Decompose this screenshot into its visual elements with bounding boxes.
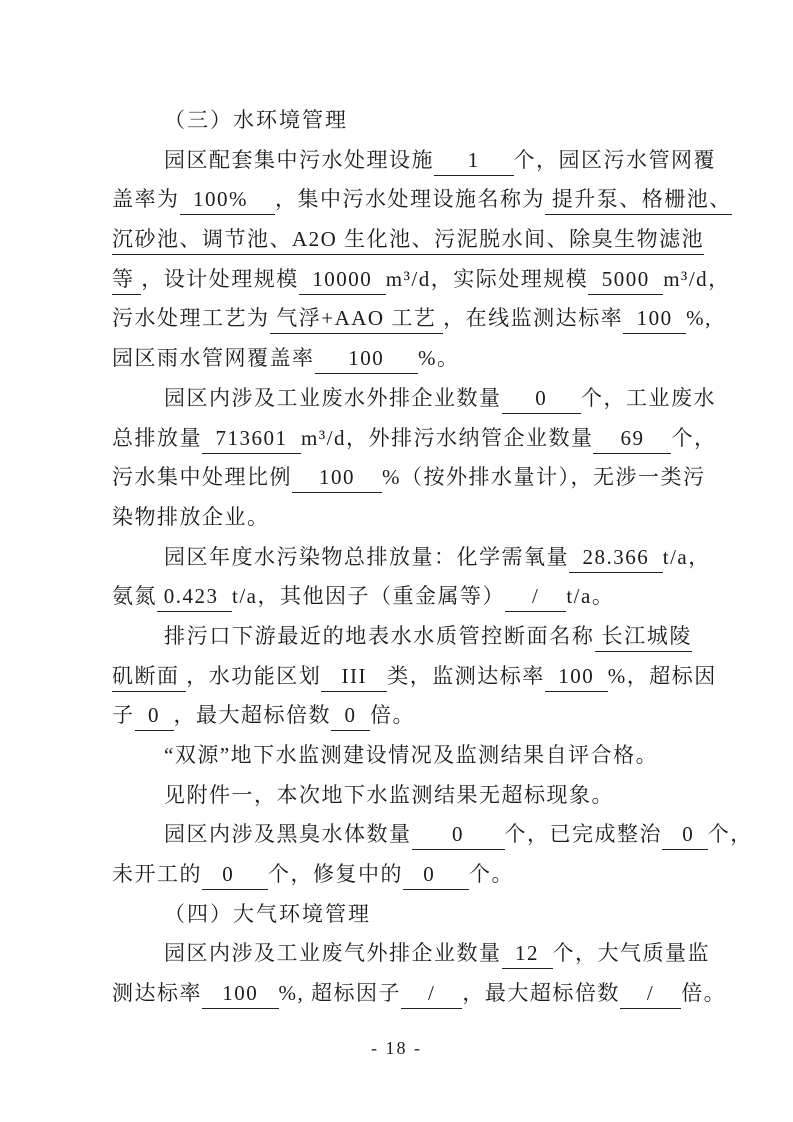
text-segment: t/a，其他因子（重金属等） (232, 584, 505, 609)
text-segment: 个，大气质量监 (552, 941, 710, 966)
text-segment: %（按外排水量计），无涉一类污 (382, 465, 706, 490)
text-segment: ，在线监测达标率 (443, 306, 624, 331)
p6-line1 (112, 776, 692, 816)
text-segment: %，超标因 (607, 663, 717, 688)
text-segment: m³/d，外排污水纳管企业数量 (301, 425, 594, 450)
text-segment: 见附件一，本次地下水监测结果无超标现象。 (164, 782, 614, 807)
text-segment: （四）大气环境管理 (164, 901, 371, 926)
p8-line2 (112, 974, 727, 1014)
p8-line1 (112, 934, 710, 974)
filled-blank: 69 (593, 426, 671, 454)
text-segment: 污水处理工艺为 (112, 306, 270, 331)
filled-blank: 长江城陵 (595, 624, 692, 652)
p7-line1 (112, 815, 753, 855)
text-segment: 子 (112, 703, 135, 728)
filled-blank: 0 (502, 386, 582, 414)
text-segment: “双源”地下水监测建设情况及监测结果自评合格。 (164, 743, 659, 767)
text-segment: 倍。 (681, 981, 727, 1006)
text-segment: 染物排放企业。 (112, 504, 270, 529)
text-segment: t/a。 (566, 584, 615, 609)
filled-blank: 矶断面 (112, 664, 186, 692)
p1-line2 (112, 180, 732, 220)
filled-blank: 0 (412, 822, 505, 850)
filled-blank: 100% (180, 187, 276, 215)
filled-blank: 气浮+AAO 工艺 (270, 306, 444, 334)
text-segment: t/a， (662, 544, 711, 569)
p2-line2 (112, 419, 717, 459)
section-heading-air-env (112, 895, 692, 935)
text-segment: ，最大超标倍数 (462, 981, 620, 1006)
text-segment: %, (686, 306, 712, 331)
p4-line2 (112, 657, 717, 697)
filled-blank: 28.366 (569, 545, 663, 573)
text-segment: 个， (671, 425, 717, 450)
filled-blank: 100 (315, 346, 419, 374)
text-segment: 污水集中处理比例 (112, 465, 292, 490)
text-segment: 个，园区污水管网覆 (513, 147, 716, 172)
text-segment: 类，监测达标率 (387, 663, 545, 688)
filled-blank: 0 (135, 703, 174, 731)
text-segment: 个， (707, 822, 753, 847)
p1-line5 (112, 299, 712, 339)
text-segment: ，最大超标倍数 (173, 703, 331, 728)
section-heading-water-env (112, 101, 692, 141)
filled-blank: 713601 (202, 426, 301, 454)
filled-blank: 100 (202, 981, 279, 1009)
text-segment: 个，修复中的 (268, 862, 403, 887)
p3-line2 (112, 577, 692, 617)
p3-line1 (112, 538, 711, 578)
filled-blank: / (620, 981, 681, 1009)
filled-blank: 0 (202, 862, 268, 890)
text-segment: 园区内涉及黑臭水体数量 (164, 822, 412, 847)
filled-blank: 提升泵、格栅池、 (545, 187, 732, 215)
text-segment: %。 (418, 346, 460, 371)
p1-line1 (112, 141, 716, 181)
p1-line6 (112, 339, 692, 379)
text-segment: ，设计处理规模 (141, 266, 299, 291)
filled-blank: / (505, 584, 566, 612)
text-segment: 测达标率 (112, 981, 202, 1006)
text-segment: 园区配套集中污水处理设施 (164, 147, 434, 172)
filled-blank: III (321, 664, 387, 692)
filled-blank: 100 (292, 465, 382, 493)
p4-line3 (112, 696, 692, 736)
text-segment: 未开工的 (112, 862, 202, 887)
p2-line4 (112, 498, 692, 538)
filled-blank: 0 (331, 703, 370, 731)
text-segment: ，集中污水处理设施名称为 (275, 187, 545, 212)
p5-line1 (112, 736, 692, 776)
text-segment: m³/d，实际处理规模 (385, 266, 589, 291)
p2-line3 (112, 458, 706, 498)
filled-blank: 5000 (588, 267, 663, 295)
text-segment: 个。 (469, 862, 514, 887)
filled-blank: / (401, 981, 462, 1009)
filled-blank: 等 (112, 267, 141, 295)
text-segment: 园区内涉及工业废水外排企业数量 (164, 385, 502, 410)
text-segment: 个，已完成整治 (504, 822, 662, 847)
text-segment: 总排放量 (112, 425, 202, 450)
text-segment: （三）水环境管理 (164, 108, 348, 132)
p2-line1 (112, 379, 716, 419)
filled-blank: 0 (662, 822, 708, 850)
filled-blank: 0 (403, 862, 469, 890)
filled-blank: 12 (502, 941, 553, 969)
p7-line2 (112, 855, 692, 895)
p4-line1 (112, 617, 692, 657)
text-segment: 盖率为 (112, 187, 180, 212)
filled-blank: 1 (434, 148, 514, 176)
p1-line4 (112, 260, 731, 300)
filled-blank: 10000 (299, 267, 386, 295)
text-segment: 氨氮 (112, 584, 157, 609)
text-segment: m³/d， (663, 266, 731, 291)
filled-blank: 100 (545, 664, 608, 692)
text-segment: 个，工业废水 (581, 385, 716, 410)
text-segment: 倍。 (370, 703, 415, 728)
text-segment: 园区内涉及工业废气外排企业数量 (164, 941, 502, 966)
filled-blank: 0.423 (157, 584, 232, 612)
filled-blank: 100 (623, 306, 686, 334)
text-segment: %, 超标因子 (278, 981, 401, 1006)
text-segment: 园区雨水管网覆盖率 (112, 346, 315, 371)
text-segment: 园区年度水污染物总排放量：化学需氧量 (164, 544, 569, 569)
filled-blank: 沉砂池、调节池、A2O 生化池、污泥脱水间、除臭生物滤池 (112, 227, 704, 255)
text-segment: ，水功能区划 (186, 663, 322, 688)
text-segment: 排污口下游最近的地表水水质管控断面名称 (164, 623, 595, 648)
page-number: - 18 - (371, 1038, 422, 1058)
p1-line3 (112, 220, 705, 260)
document-body (112, 101, 753, 1014)
